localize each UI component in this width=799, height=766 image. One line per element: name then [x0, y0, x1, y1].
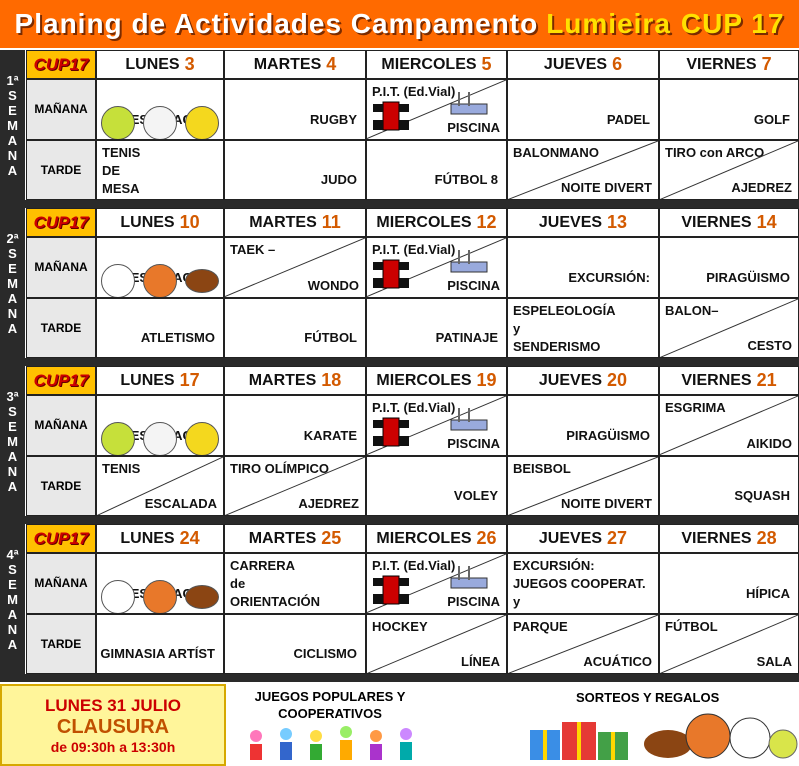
day-name: MIERCOLES — [381, 55, 477, 73]
activity-cell — [507, 79, 659, 140]
activity-cell — [659, 456, 799, 517]
pool-ladder-icon — [449, 90, 489, 121]
day-name: LUNES — [120, 371, 175, 389]
ball-icon — [143, 422, 177, 456]
ball-icon — [185, 422, 219, 456]
gifts-icon — [526, 708, 636, 762]
activity-label: y — [513, 320, 521, 336]
week-label-char: E — [8, 102, 17, 118]
day-name: MARTES — [253, 55, 322, 73]
week-3 — [0, 366, 799, 516]
day-number: 24 — [179, 528, 200, 548]
activity-label: KARATE — [303, 427, 357, 443]
week-label-char: 3ª — [6, 388, 19, 404]
week-label-char: A — [7, 320, 18, 336]
activity-cell — [224, 614, 366, 675]
activity-label: BEISBOL — [513, 460, 571, 476]
activity-label: FÚTBOL 8 — [434, 172, 498, 187]
activity-cell — [659, 140, 799, 201]
day-number: 13 — [607, 212, 628, 232]
day-name: LUNES — [120, 213, 175, 231]
activity-label: HÍPICA — [745, 585, 790, 601]
activity-label: CESTO — [747, 338, 792, 353]
activity-cell — [507, 614, 659, 675]
activity-cell — [224, 395, 366, 456]
day-header — [224, 366, 366, 395]
diagonal-divider — [508, 457, 658, 516]
pool-ladder-icon — [449, 406, 489, 437]
race-car-icon — [371, 572, 411, 613]
activity-label: y — [513, 594, 521, 609]
closing-date: LUNES 31 JULIO — [44, 695, 182, 715]
day-number: 10 — [179, 212, 200, 232]
week-label-char: S — [8, 245, 17, 261]
week-label-char: N — [7, 463, 18, 479]
week-grid — [26, 366, 799, 516]
week-label-char: A — [7, 448, 18, 464]
week-label-char: A — [7, 636, 18, 652]
diagonal-divider — [508, 615, 658, 674]
afternoon-label: TARDE — [26, 140, 96, 201]
day-header — [507, 50, 659, 79]
day-number: 21 — [756, 370, 777, 390]
day-header — [659, 366, 799, 395]
activity-label: TENIS — [102, 460, 141, 476]
day-number: 17 — [179, 370, 200, 390]
activity-label: PADEL — [606, 111, 650, 127]
activity-label: ORIENTACIÓN — [230, 594, 321, 609]
day-number: 7 — [761, 54, 772, 74]
activity-cell — [224, 140, 366, 201]
week-label-char: N — [7, 305, 18, 321]
afternoon-label: TARDE — [26, 456, 96, 517]
day-name: JUEVES — [538, 529, 603, 547]
activity-cell — [96, 140, 224, 201]
day-header — [96, 524, 224, 553]
diagonal-divider — [660, 299, 798, 358]
activity-label: EXCURSIÓN: — [513, 558, 595, 573]
activity-label: BALON– — [665, 302, 719, 318]
closing-hours: de 09:30h a 13:30h — [50, 738, 176, 755]
activity-label: PIRAGÜISMO — [566, 427, 650, 443]
week-label-char: M — [7, 591, 18, 607]
ball-icon — [101, 106, 135, 140]
day-header — [96, 366, 224, 395]
ball-icon — [143, 580, 177, 614]
activity-cell — [507, 298, 659, 359]
day-name: LUNES — [120, 529, 175, 547]
activity-label: P.I.T. (Ed.Vial) — [372, 242, 456, 257]
activity-label: AJEDREZ — [731, 180, 792, 195]
activity-label: CARRERA — [230, 558, 295, 573]
activity-label: GOLF — [753, 111, 790, 127]
activity-cell — [96, 456, 224, 517]
activity-label: PISCINA — [447, 435, 500, 451]
activity-label: HOCKEY — [372, 618, 428, 634]
activity-label: PISCINA — [447, 277, 500, 293]
activity-label: PISCINA — [447, 593, 500, 609]
pool-ladder-icon — [449, 564, 489, 595]
morning-label: MAÑANA — [26, 553, 96, 614]
afternoon-label: TARDE — [26, 298, 96, 359]
diagonal-divider — [660, 615, 798, 674]
closing-info — [0, 684, 226, 766]
activity-label: GIMNASIA ARTÍST — [100, 646, 215, 661]
activity-cell — [366, 456, 507, 517]
closing-activities — [226, 684, 799, 766]
activity-label: ESPELEOLOGÍA — [513, 302, 616, 318]
day-number: 25 — [321, 528, 342, 548]
day-name: MIERCOLES — [376, 529, 472, 547]
week-label-char: 1ª — [6, 72, 19, 88]
week-label — [0, 366, 25, 516]
activity-label: P.I.T. (Ed.Vial) — [372, 400, 456, 415]
activity-cell — [659, 395, 799, 456]
activity-label: PATINAJE — [435, 330, 498, 345]
ball-icon — [185, 106, 219, 140]
activity-label: TENIS — [102, 144, 141, 160]
activity-cell — [366, 79, 507, 140]
closing-event: CLAUSURA — [56, 715, 170, 738]
activity-cell — [224, 553, 366, 614]
activity-cell — [366, 140, 507, 201]
activity-cell — [507, 456, 659, 517]
week-label-char: M — [7, 275, 18, 291]
activity-label: BALONMANO — [513, 144, 599, 160]
day-number: 3 — [184, 54, 195, 74]
week-4 — [0, 524, 799, 674]
week-grid — [26, 208, 799, 358]
diagonal-divider — [367, 615, 506, 674]
activity-cell — [366, 553, 507, 614]
activity-label: SENDERISMO — [513, 338, 601, 354]
activity-cell — [659, 553, 799, 614]
day-number: 18 — [321, 370, 342, 390]
day-header — [659, 208, 799, 237]
cup17-badge: CUP17 — [26, 50, 96, 79]
cup17-badge: CUP17 — [26, 524, 96, 553]
activity-cell — [507, 140, 659, 201]
week-label-char: N — [7, 147, 18, 163]
prizes-label: SORTEOS Y REGALOS — [576, 690, 720, 705]
ball-icon — [143, 106, 177, 140]
activity-label: ATLETISMO — [140, 330, 215, 345]
day-number: 19 — [476, 370, 497, 390]
ball-icon — [101, 264, 135, 298]
activity-label: PIRAGÜISMO — [706, 269, 790, 285]
games-label: JUEGOS POPULARES Y COOPERATIVOS — [254, 689, 406, 721]
race-car-icon — [371, 414, 411, 455]
ball-icon — [143, 264, 177, 298]
activity-label: AJEDREZ — [298, 496, 359, 511]
activity-cell — [96, 614, 224, 675]
activity-label: CICLISMO — [293, 646, 357, 661]
activity-label: JUDO — [320, 172, 357, 187]
activity-cell — [96, 298, 224, 359]
activity-label: TIRO OLÍMPICO — [230, 460, 329, 476]
ball-icon — [185, 269, 219, 293]
activity-label: RUGBY — [310, 111, 357, 127]
week-separator — [0, 200, 799, 208]
closing-banner — [0, 684, 799, 766]
activity-label: EXCURSIÓN: — [568, 269, 650, 285]
week-separator — [0, 516, 799, 524]
title-cup: CUP 17 — [680, 8, 785, 39]
title-brand: Lumieira — [546, 8, 671, 39]
morning-label: MAÑANA — [26, 395, 96, 456]
week-2 — [0, 208, 799, 358]
activity-label: DE — [102, 162, 121, 178]
day-header — [366, 524, 507, 553]
day-name: JUEVES — [543, 55, 608, 73]
day-header — [224, 524, 366, 553]
day-header — [96, 208, 224, 237]
day-header — [659, 524, 799, 553]
activity-label: FÚTBOL — [304, 330, 357, 345]
cup17-badge: CUP17 — [26, 208, 96, 237]
day-name: MARTES — [249, 213, 317, 231]
diagonal-divider — [660, 396, 798, 455]
week-label — [0, 50, 25, 200]
activity-cell — [659, 298, 799, 359]
day-header — [96, 50, 224, 79]
day-name: MARTES — [248, 371, 317, 389]
activity-label: NOITE DIVERT — [560, 180, 652, 195]
ball-icon — [101, 580, 135, 614]
week-label-char: A — [7, 132, 18, 148]
day-number: 14 — [756, 212, 777, 232]
activity-label: LÍNEA — [461, 654, 500, 669]
week-label-char: E — [8, 576, 17, 592]
week-label-char: 4ª — [6, 546, 19, 562]
activity-cell — [366, 395, 507, 456]
activity-label: SQUASH — [734, 488, 790, 503]
activity-label: VOLEY — [453, 488, 498, 503]
ball-icon — [101, 422, 135, 456]
activity-cell — [224, 456, 366, 517]
day-header — [507, 366, 659, 395]
activity-label: TAEK – — [230, 242, 276, 257]
cup17-badge: CUP17 — [26, 366, 96, 395]
activity-label: PISCINA — [447, 119, 500, 135]
activity-label: ACUÁTICO — [583, 654, 652, 669]
day-number: 5 — [481, 54, 492, 74]
afternoon-label: TARDE — [26, 614, 96, 675]
activity-label: de — [230, 576, 246, 591]
week-label — [0, 208, 25, 358]
activity-cell — [366, 298, 507, 359]
activity-label: NOITE DIVERT — [560, 496, 652, 511]
activity-label: P.I.T. (Ed.Vial) — [372, 84, 456, 99]
week-label-char: M — [7, 117, 18, 133]
day-number: 26 — [476, 528, 497, 548]
week-label-char: E — [8, 260, 17, 276]
activity-cell — [366, 237, 507, 298]
week-label-char: S — [8, 561, 17, 577]
day-name: MIERCOLES — [376, 371, 472, 389]
day-header — [366, 366, 507, 395]
activity-cell — [659, 614, 799, 675]
diagonal-divider — [225, 457, 365, 516]
activity-label: P.I.T. (Ed.Vial) — [372, 558, 456, 573]
race-car-icon — [371, 256, 411, 297]
week-label-char: A — [7, 290, 18, 306]
activity-label: MESA — [102, 180, 140, 196]
day-header — [366, 50, 507, 79]
activity-cell — [96, 79, 224, 140]
day-header — [224, 208, 366, 237]
sports-balls-icon — [638, 704, 798, 764]
day-number: 11 — [321, 212, 341, 232]
day-header — [224, 50, 366, 79]
week-grid — [26, 524, 799, 674]
activity-cell — [507, 237, 659, 298]
day-name: LUNES — [125, 55, 180, 73]
diagonal-divider — [97, 457, 223, 516]
day-name: VIERNES — [686, 55, 757, 73]
diagonal-divider — [508, 141, 658, 200]
title-text: Planing de Actividades Campamento — [14, 8, 539, 39]
day-number: 20 — [607, 370, 628, 390]
day-header — [366, 208, 507, 237]
activity-label: ESGRIMA — [665, 400, 726, 415]
pool-ladder-icon — [449, 248, 489, 279]
week-label-char: A — [7, 478, 18, 494]
activity-cell — [366, 614, 507, 675]
activity-cell — [659, 237, 799, 298]
kids-pyramid-icon — [236, 726, 446, 764]
morning-label: MAÑANA — [26, 237, 96, 298]
day-header — [507, 208, 659, 237]
activity-cell — [96, 237, 224, 298]
activity-cell — [659, 79, 799, 140]
activity-label: WONDO — [307, 277, 359, 293]
week-label-char: N — [7, 621, 18, 637]
ball-icon — [185, 585, 219, 609]
activity-label: SALA — [756, 654, 792, 669]
activity-label: ESCALADA — [144, 496, 217, 511]
day-number: 27 — [607, 528, 628, 548]
week-label-char: S — [8, 87, 17, 103]
activity-label: PARQUE — [513, 618, 568, 634]
day-name: VIERNES — [681, 371, 752, 389]
day-header — [507, 524, 659, 553]
activity-cell — [224, 237, 366, 298]
week-label — [0, 524, 25, 674]
week-label-char: A — [7, 606, 18, 622]
day-number: 6 — [612, 54, 623, 74]
week-label-char: M — [7, 433, 18, 449]
activity-label: JUEGOS COOPERAT. — [513, 576, 646, 591]
week-label-char: A — [7, 162, 18, 178]
day-number: 4 — [326, 54, 337, 74]
race-car-icon — [371, 98, 411, 139]
day-name: MARTES — [248, 529, 317, 547]
day-name: JUEVES — [538, 213, 603, 231]
diagonal-divider — [225, 238, 365, 297]
activity-label: AIKIDO — [746, 435, 792, 451]
activity-label: FÚTBOL — [665, 618, 718, 634]
activity-label: TIRO con ARCO — [665, 144, 765, 160]
day-number: 28 — [756, 528, 777, 548]
activity-cell — [96, 553, 224, 614]
page-title — [0, 0, 799, 48]
day-name: JUEVES — [538, 371, 603, 389]
activity-cell — [507, 553, 659, 614]
morning-label: MAÑANA — [26, 79, 96, 140]
day-name: VIERNES — [681, 529, 752, 547]
day-header — [659, 50, 799, 79]
week-label-char: S — [8, 403, 17, 419]
day-number: 12 — [476, 212, 497, 232]
day-name: VIERNES — [681, 213, 752, 231]
activity-cell — [507, 395, 659, 456]
week-separator — [0, 358, 799, 366]
activity-cell — [224, 298, 366, 359]
week-separator — [0, 674, 799, 682]
week-1 — [0, 50, 799, 200]
week-label-char: E — [8, 418, 17, 434]
week-grid — [26, 50, 799, 200]
week-label-char: 2ª — [6, 230, 19, 246]
diagonal-divider — [660, 141, 798, 200]
day-name: MIERCOLES — [376, 213, 472, 231]
activity-cell — [96, 395, 224, 456]
activity-cell — [224, 79, 366, 140]
